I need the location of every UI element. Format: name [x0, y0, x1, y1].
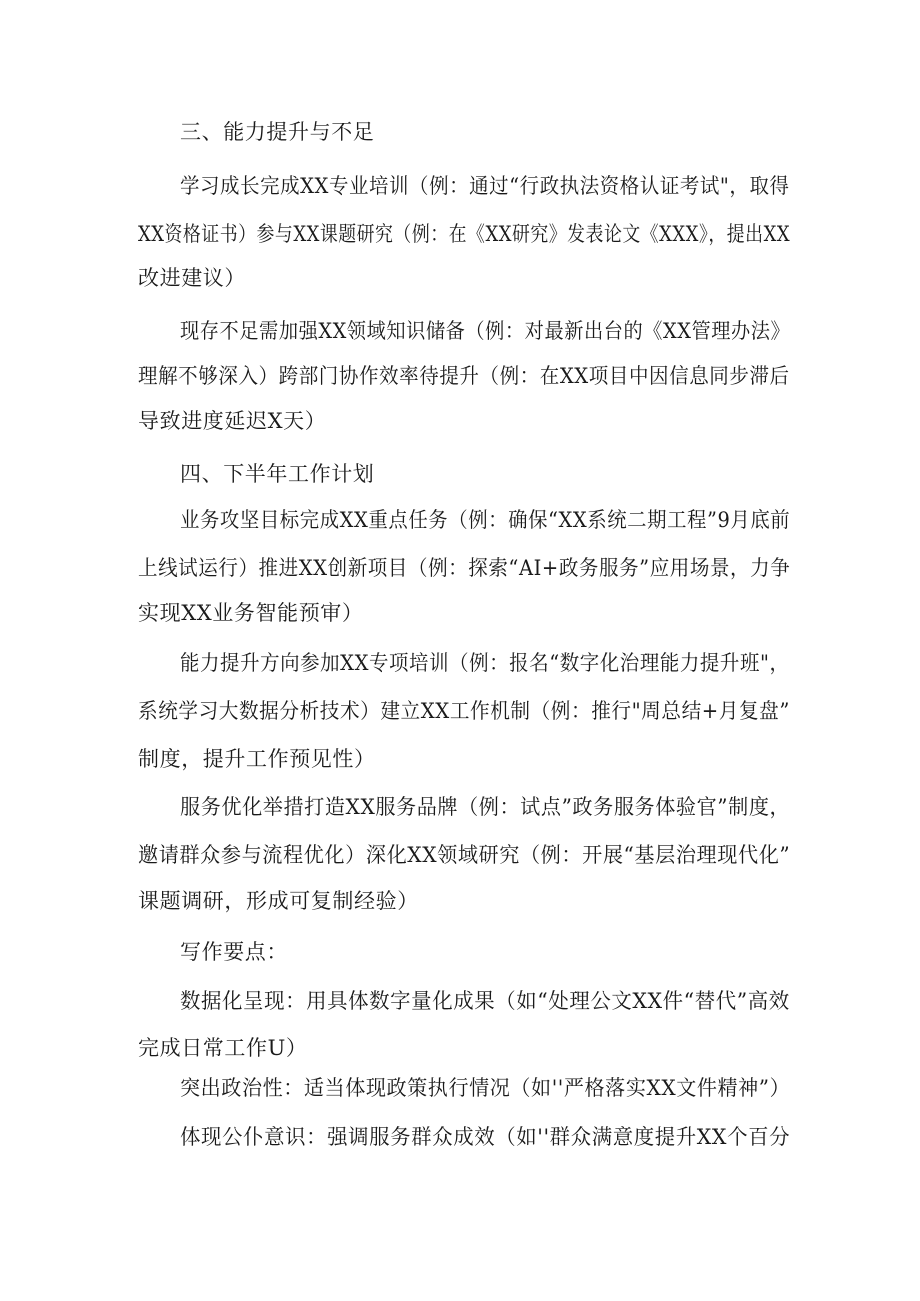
- section4-para1-line2: 上线试运行）推进XX创新项目（例：探索“AI+政务服务”应用场景，力争: [138, 556, 791, 580]
- section3-para2-line3: 导致进度延迟X天）: [138, 409, 327, 433]
- section3-heading: 三、能力提升与不足: [180, 120, 375, 144]
- section4-para2-line1: 能力提升方向参加XX专项培训（例：报名“数字化治理能力提升班"，: [180, 651, 790, 675]
- section4-para3-line2: 邀请群众参与流程优化）深化XX领域研究（例：开展“基层治理现代化”: [138, 843, 791, 867]
- tips-para3-line1: 体现公仆意识：强调服务群众成效（如''群众满意度提升XX个百分: [180, 1125, 791, 1149]
- section4-para2-line3: 制度，提升工作预见性）: [138, 747, 376, 771]
- tips-para1-line2: 完成日常工作U）: [138, 1036, 308, 1060]
- tips-para1-line1: 数据化呈现：用具体数字量化成果（如“处理公文XX件“替代”高效: [180, 989, 790, 1013]
- section3-para1-line2: XX资格证书）参与XX课题研究（例：在《XX研究》发表论文《XXX》，提出XX: [138, 222, 791, 246]
- section4-para1-line1: 业务攻坚目标完成XX重点任务（例：确保“XX系统二期工程”9月底前: [180, 508, 791, 532]
- section3-para1-line3: 改进建议）: [138, 266, 246, 290]
- section3-para2-line1: 现存不足需加强XX领域知识储备（例：对最新出台的《XX管理办法》: [180, 319, 791, 343]
- section4-para3-line3: 课题调研，形成可复制经验）: [138, 889, 419, 913]
- section4-para3-line1: 服务优化举措打造XX服务品牌（例：试点”政务服务体验官”制度，: [180, 795, 791, 819]
- section4-heading: 四、下半年工作计划: [180, 462, 375, 486]
- section3-para2-line2: 理解不够深入）跨部门协作效率待提升（例：在XX项目中因信息同步滞后: [138, 364, 790, 388]
- tips-para2-line1: 突出政治性：适当体现政策执行情况（如''严格落实XX文件精神”）: [180, 1076, 791, 1100]
- section4-para1-line3: 实现XX业务智能预审）: [138, 601, 364, 625]
- tips-heading: 写作要点：: [180, 940, 288, 964]
- section3-para1-line1: 学习成长完成XX专业培训（例：通过“行政执法资格认证考试"，取得: [180, 174, 790, 198]
- section4-para2-line2: 系统学习大数据分析技术）建立XX工作机制（例：推行"周总结+月复盘”: [138, 699, 790, 723]
